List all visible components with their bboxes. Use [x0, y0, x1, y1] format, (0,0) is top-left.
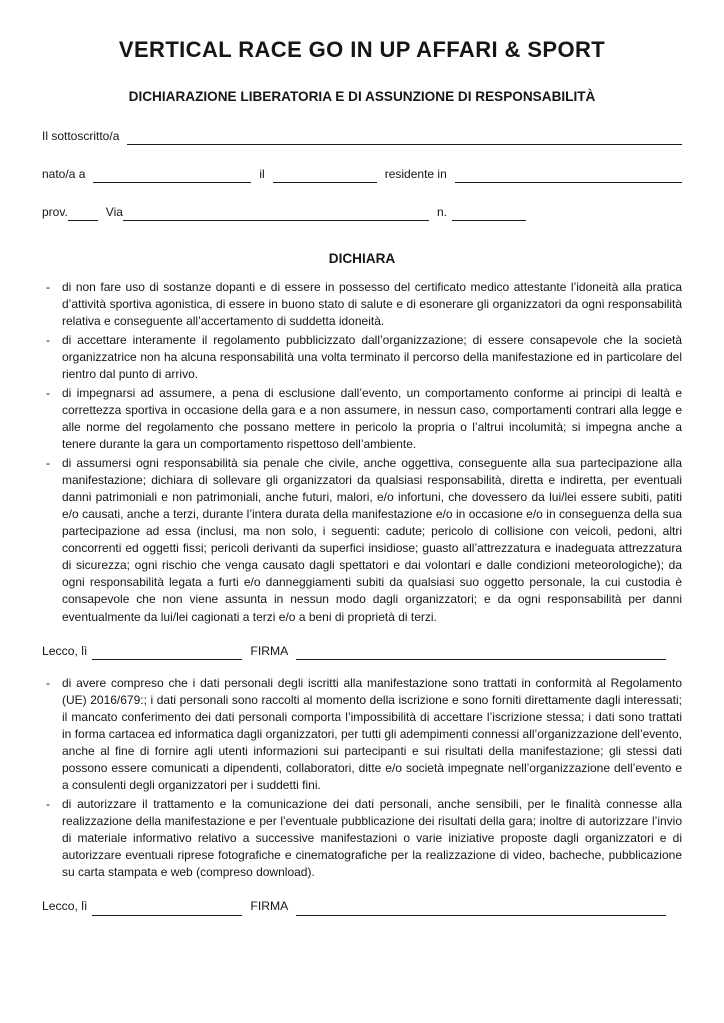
birthdate-blank	[273, 169, 377, 183]
address-line	[42, 204, 682, 221]
declaration-item-text: di impegnarsi ad assumere, a pena di esclusione dall’evento, un comportamento conforme ai principi di lealtà e correttezza sportiva in occasione della gara e a non assumere, in nessun caso, comportamenti contrari alla legge e alle norme del regolamento che possano mettere in pericolo la propria o l’altrui incolumità; si impegna anche a tenere durante la gara un comportamento rispettoso dell’ambiente.	[62, 386, 682, 452]
subscriber-label: Il sottoscritto/a	[42, 128, 120, 143]
declaration-item	[42, 332, 682, 383]
declaration-item-text: di non fare uso di sostanze dopanti e di essere in possesso del certificato medico attestante l’idoneità alla pratica d’attività sportiva agonistica, di essere in buono stato di salute e di esonerare gli organizzatori da ogni responsabilità relativa e conseguente all’accertamento di suddetta idoneità.	[62, 279, 682, 328]
subscriber-name-blank	[127, 131, 682, 145]
privacy-item-text: di avere compreso che i dati personali degli iscritti alla manifestazione sono trattati in conformità al Regolamento (UE) 2016/679:; i dati personali sono raccolti al momento della iscrizione e sono forniti direttamente dagli interessati; il mancato conferimento dei dati personali comporta l’impossibilità di accettare l’iscrizione stessa; i dati sono trattati in forma cartacea ed informatica dagli organizzatori, per tutti gli adempimenti connessi all’organizzazione dell’evento, anche al fine di fornire agli utenti informazioni sui partecipanti e sui risultati della manifestazione; gli stessi dati possono essere comunicati a dipendenti, collaboratori, ditte e/o società impegnate nell’organizzazione dell’evento e a consulenti degli organizzatori per i suddetti fini.	[62, 675, 682, 793]
signature-line-2	[42, 898, 682, 915]
province-label: prov.	[42, 204, 68, 219]
firma-label: FIRMA	[250, 643, 289, 658]
birthdate-label: il	[259, 166, 265, 181]
privacy-item-text: di autorizzare il trattamento e la comunicazione dei dati personali, anche sensibili, per le finalità connesse alla realizzazione della manifestazione e per l’eventuale pubblicazione dei risultati della gara; inoltre di autorizzare l’invio di materiale informativo relativo a successive manifestazioni o varie iniziative proposte dagli organizzatori e di autorizzare eventuali riprese fotografiche e cinematografiche per la realizzazione di video, bacheche, pubblicazione su carta stampata e web (compreso download).	[62, 797, 682, 880]
place-date-label: Lecco, lì	[42, 643, 88, 658]
dash-marker: -	[46, 279, 50, 294]
document-title: VERTICAL RACE GO IN UP AFFARI & SPORT	[118, 37, 606, 62]
declaration-item-text: di assumersi ogni responsabilità sia penale che civile, anche oggettiva, conseguente alla sua partecipazione alla manifestazione; dichiara di sollevare gli organizzatori da qualsiasi responsabilità, diretta e indiretta, per eventuali danni patrimoniali e non patrimoniali, anche futuri, malori, e/o infortuni, che dovessero da lui/lei essere subiti, patiti e/o causati, anche a terzi, durante l’intera durata della manifestazione e/o in occasione e/o in conseguenza della sua partecipazione ad essa (inclusi, ma non solo, i seguenti: cadute; pericolo di collisione con veicoli, pedoni, altri concorrenti ed oggetti fissi; pericoli derivanti da superfici insidiose; guasto all’attrezzatura e inadeguata attrezzatura di sicurezza; ogni rischio che venga causato dagli spettatori e dai volontari e dalle condizioni meteorologiche); da ogni responsabilità legata a furti e/o danneggiamenti subiti da qualsiasi suo oggetto personale, la cui custodia è consapevole che non viene assunta in nessun modo dagli organizzatori; e da ogni responsabilità per danni eventualmente da lui/lei cagionati a terzi e/o a beni di proprietà di terzi.	[62, 456, 682, 624]
privacy-item	[42, 675, 682, 794]
street-number-label: n.	[436, 204, 447, 219]
firma-label: FIRMA	[250, 899, 289, 914]
date-blank	[92, 902, 242, 916]
born-label: nato/a a	[42, 166, 86, 181]
dash-marker: -	[46, 797, 50, 812]
birthplace-blank	[93, 169, 251, 183]
birth-line	[42, 166, 682, 183]
privacy-item	[42, 796, 682, 881]
declaration-list	[42, 279, 682, 626]
street-label: Via	[105, 204, 123, 219]
subscriber-line	[42, 128, 682, 145]
privacy-list	[42, 675, 682, 881]
document-subtitle: DICHIARAZIONE LIBERATORIA E DI ASSUNZIONE DI RESPONSABILITÀ	[128, 89, 596, 105]
street-number-blank	[452, 207, 526, 221]
dash-marker: -	[46, 456, 50, 471]
signature-blank	[296, 646, 666, 660]
declaration-item-text: di accettare interamente il regolamento pubblicizzato dall’organizzazione; di essere consapevole che la società organizzatrice non ha alcuna responsabilità una volta terminato il percorso della manifestazione ed in particolare del rientro dal punto di arrivo.	[62, 333, 682, 382]
declaration-item	[42, 279, 682, 330]
declaration-item	[42, 455, 682, 625]
dash-marker: -	[46, 675, 50, 690]
signature-blank	[296, 902, 666, 916]
resident-label: residente in	[384, 166, 447, 181]
dash-marker: -	[46, 333, 50, 348]
signature-line-1	[42, 643, 682, 660]
province-blank	[68, 207, 98, 221]
declaration-item	[42, 385, 682, 453]
place-date-label: Lecco, lì	[42, 899, 88, 914]
date-blank	[92, 646, 242, 660]
residence-blank	[455, 169, 682, 183]
dichiara-heading: DICHIARA	[328, 250, 396, 266]
street-blank	[123, 207, 429, 221]
dash-marker: -	[46, 386, 50, 401]
